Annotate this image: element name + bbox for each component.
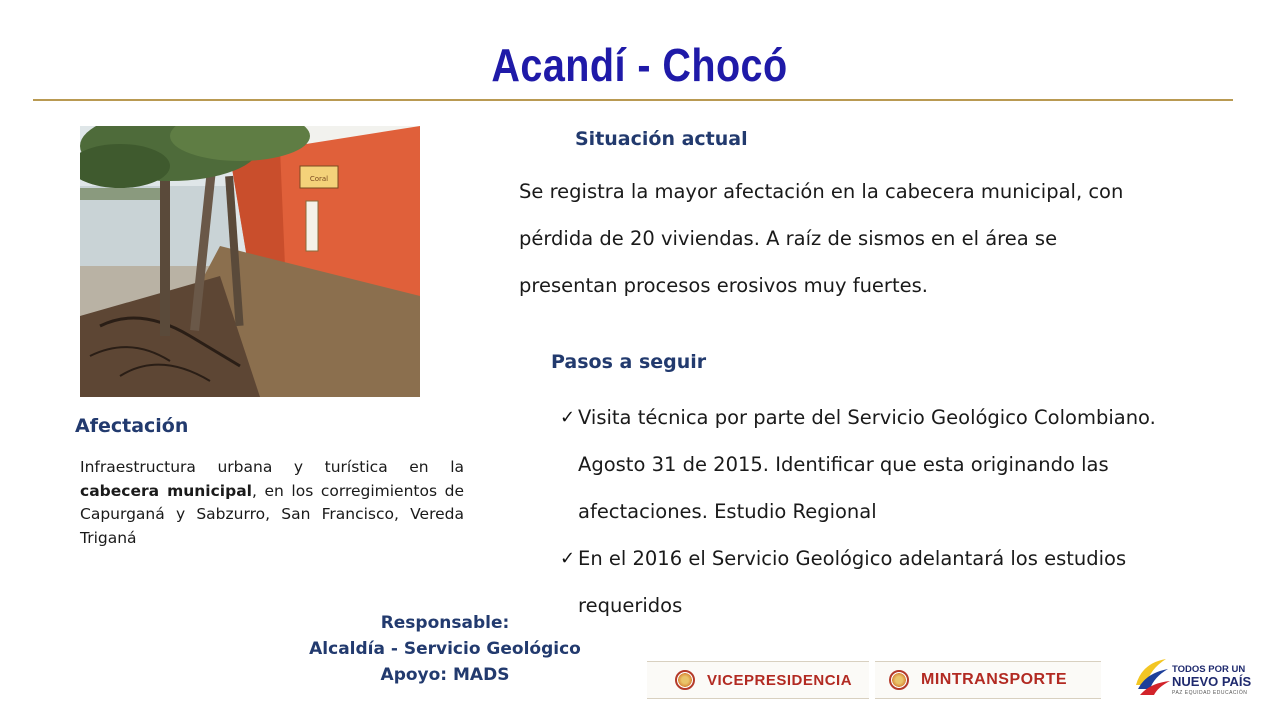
vicepresidencia-logo (647, 661, 869, 699)
pasos-list (560, 394, 1250, 629)
colombia-seal-icon (889, 670, 909, 690)
pasos-line: Agosto 31 de 2015. Identificar que esta originando las (578, 453, 1109, 476)
afectacion-text (80, 456, 464, 550)
mintransporte-logo (875, 661, 1101, 699)
brand-line-3: PAZ EQUIDAD EDUCACIÓN (1172, 690, 1248, 696)
vicepresidencia-logo-text: VICEPRESIDENCIA (707, 671, 853, 689)
responsable-entities: Alcaldía - Servicio Geológico (309, 639, 581, 659)
afectacion-text-bold: cabecera municipal (80, 481, 252, 500)
pasos-line: Visita técnica por parte del Servicio Geológico Colombiano. (578, 406, 1156, 429)
afectacion-heading: Afectación (75, 415, 189, 437)
erosion-photo-illustration (80, 126, 420, 397)
pasos-line: requeridos (578, 594, 683, 617)
todos-por-un-nuevo-pais-logo (1132, 655, 1264, 700)
erosion-photo (80, 126, 420, 397)
checkmark-icon: ✓ (560, 548, 576, 569)
responsable-block (270, 610, 620, 688)
brand-line-2: NUEVO PAÍS (1172, 674, 1252, 689)
situacion-line: presentan procesos erosivos muy fuertes. (519, 274, 928, 297)
pasos-heading: Pasos a seguir (551, 351, 707, 373)
pasos-item (560, 394, 1250, 535)
apoyo-label: Apoyo: MADS (380, 665, 510, 685)
brand-line-1: TODOS POR UN (1172, 664, 1246, 675)
title-divider (33, 99, 1233, 101)
mintransporte-logo-text: MINTRANSPORTE (921, 671, 1068, 688)
colombia-seal-icon (675, 670, 695, 690)
pasos-line: afectaciones. Estudio Regional (578, 500, 877, 523)
pasos-line: En el 2016 el Servicio Geológico adelantará los estudios (578, 547, 1127, 570)
pasos-item (560, 535, 1250, 629)
situacion-line: Se registra la mayor afectación en la cabecera municipal, con (519, 180, 1124, 203)
page-title: Acandí - Chocó (491, 39, 788, 91)
situacion-text (519, 168, 1259, 309)
colombia-flag-swoosh-icon (1132, 655, 1172, 699)
photo-sign-text: Coral (309, 175, 329, 183)
afectacion-text-suffix: , en los corregimientos de Capurganá y Sabzurro, San Francisco, Vereda Triganá (80, 481, 464, 547)
afectacion-text-prefix: Infraestructura urbana y turística en la (80, 458, 464, 476)
situacion-heading: Situación actual (575, 128, 748, 150)
situacion-line: pérdida de 20 viviendas. A raíz de sismos en el área se (519, 227, 1058, 250)
responsable-label: Responsable: (380, 613, 510, 633)
checkmark-icon: ✓ (560, 407, 576, 428)
